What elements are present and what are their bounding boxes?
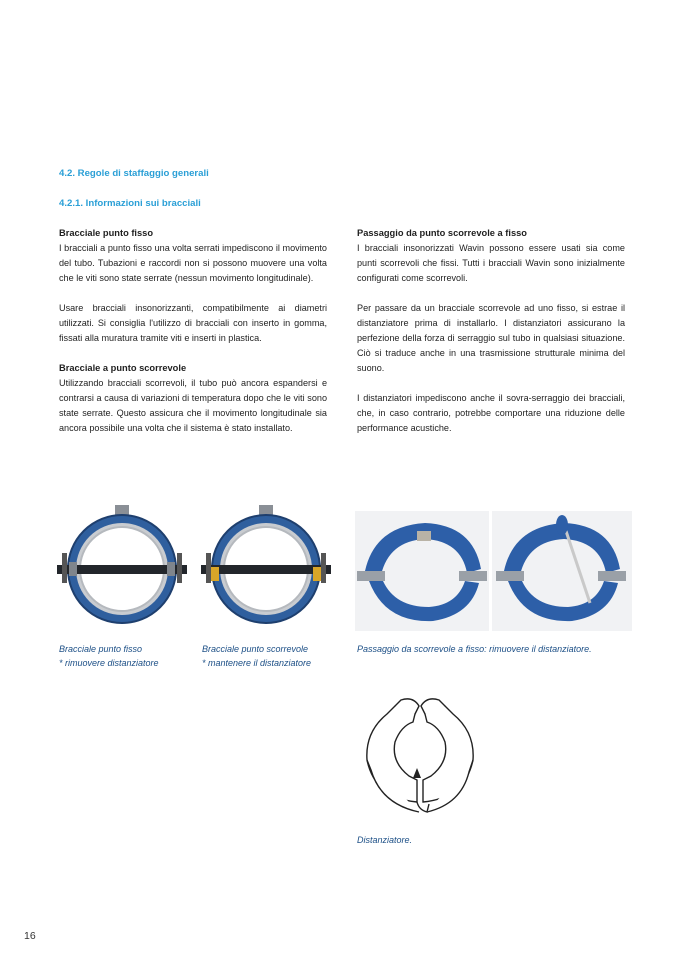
caption-sliding-line-1: Bracciale punto scorrevole: [202, 644, 309, 654]
transition-paragraph-1: I bracciali insonorizzati Wavin possono essere usati sia come punti scorrevoli che fissi. Tutti i bracciali Wavin sono inizialmente configurati come scorrevoli.: [357, 243, 625, 283]
caption-fixed-clamp: [59, 642, 159, 670]
transition-heading: Passaggio da punto scorrevole a fisso: [357, 228, 527, 238]
caption-transition: Passaggio da scorrevole a fisso: rimuovere il distanziatore.: [357, 644, 592, 654]
caption-sliding-line-2: * mantenere il distanziatore: [202, 658, 312, 668]
transition-paragraph-2: Per passare da un bracciale scorrevole ad uno fisso, si estrae il distanziatore prima di installarlo. I distanziatori assicurano la perfezione della forza di serraggio sul tubo in qualsiasi situazione. Ciò si traduce anche in una trasmissione strutturale minima del suono.: [357, 303, 625, 373]
caption-sliding-clamp: [202, 642, 311, 670]
fixed-clamp-illustration: [55, 505, 189, 633]
section-subtitle: 4.2.1. Informazioni sui bracciali: [59, 198, 201, 209]
sliding-clamp-illustration: [199, 505, 333, 633]
sliding-clamp-heading: Bracciale a punto scorrevole: [59, 363, 187, 373]
transition-paragraph-3: I distanziatori impediscono anche il sovra-serraggio dei bracciali, che, in caso contrario, potrebbe comportare una riduzione delle performance acustiche.: [357, 393, 625, 433]
sliding-clamp-paragraph: Utilizzando bracciali scorrevoli, il tubo può ancora espandersi e contrarsi a causa di variazioni di temperatura dopo che le viti sono state serrate. Questo assicura che il movimento longitudinale sia ancora possibile una volta che il sistema è stato installato.: [59, 378, 327, 433]
caption-fixed-line-1: Bracciale punto fisso: [59, 644, 143, 654]
spacer-line-drawing: [357, 692, 487, 822]
section-title: 4.2. Regole di staffaggio generali: [59, 168, 209, 179]
fixed-clamp-paragraph-1: I bracciali a punto fisso una volta serrati impediscono il movimento del tubo. Tubazioni e raccordi non si possono muovere una volta che le viti sono state serrate (nessun movimento longitudinale).: [59, 243, 327, 283]
right-column: [357, 226, 625, 451]
clamp-with-spacer-photo: [355, 511, 489, 631]
fixed-clamp-heading: Bracciale punto fisso: [59, 228, 154, 238]
page-number: 16: [24, 930, 36, 942]
caption-spacer: Distanziatore.: [357, 835, 413, 845]
left-column: [59, 226, 327, 451]
fixed-clamp-paragraph-2: Usare bracciali insonorizzanti, compatibilmente ai diametri utilizzati. Si consiglia l'utilizzo di bracciali con inserto in gomma, fissati alla muratura tramite viti e inserti in plastica.: [59, 303, 327, 343]
caption-fixed-line-2: * rimuovere distanziatore: [59, 658, 159, 668]
clamp-removing-spacer-photo: [492, 511, 632, 631]
